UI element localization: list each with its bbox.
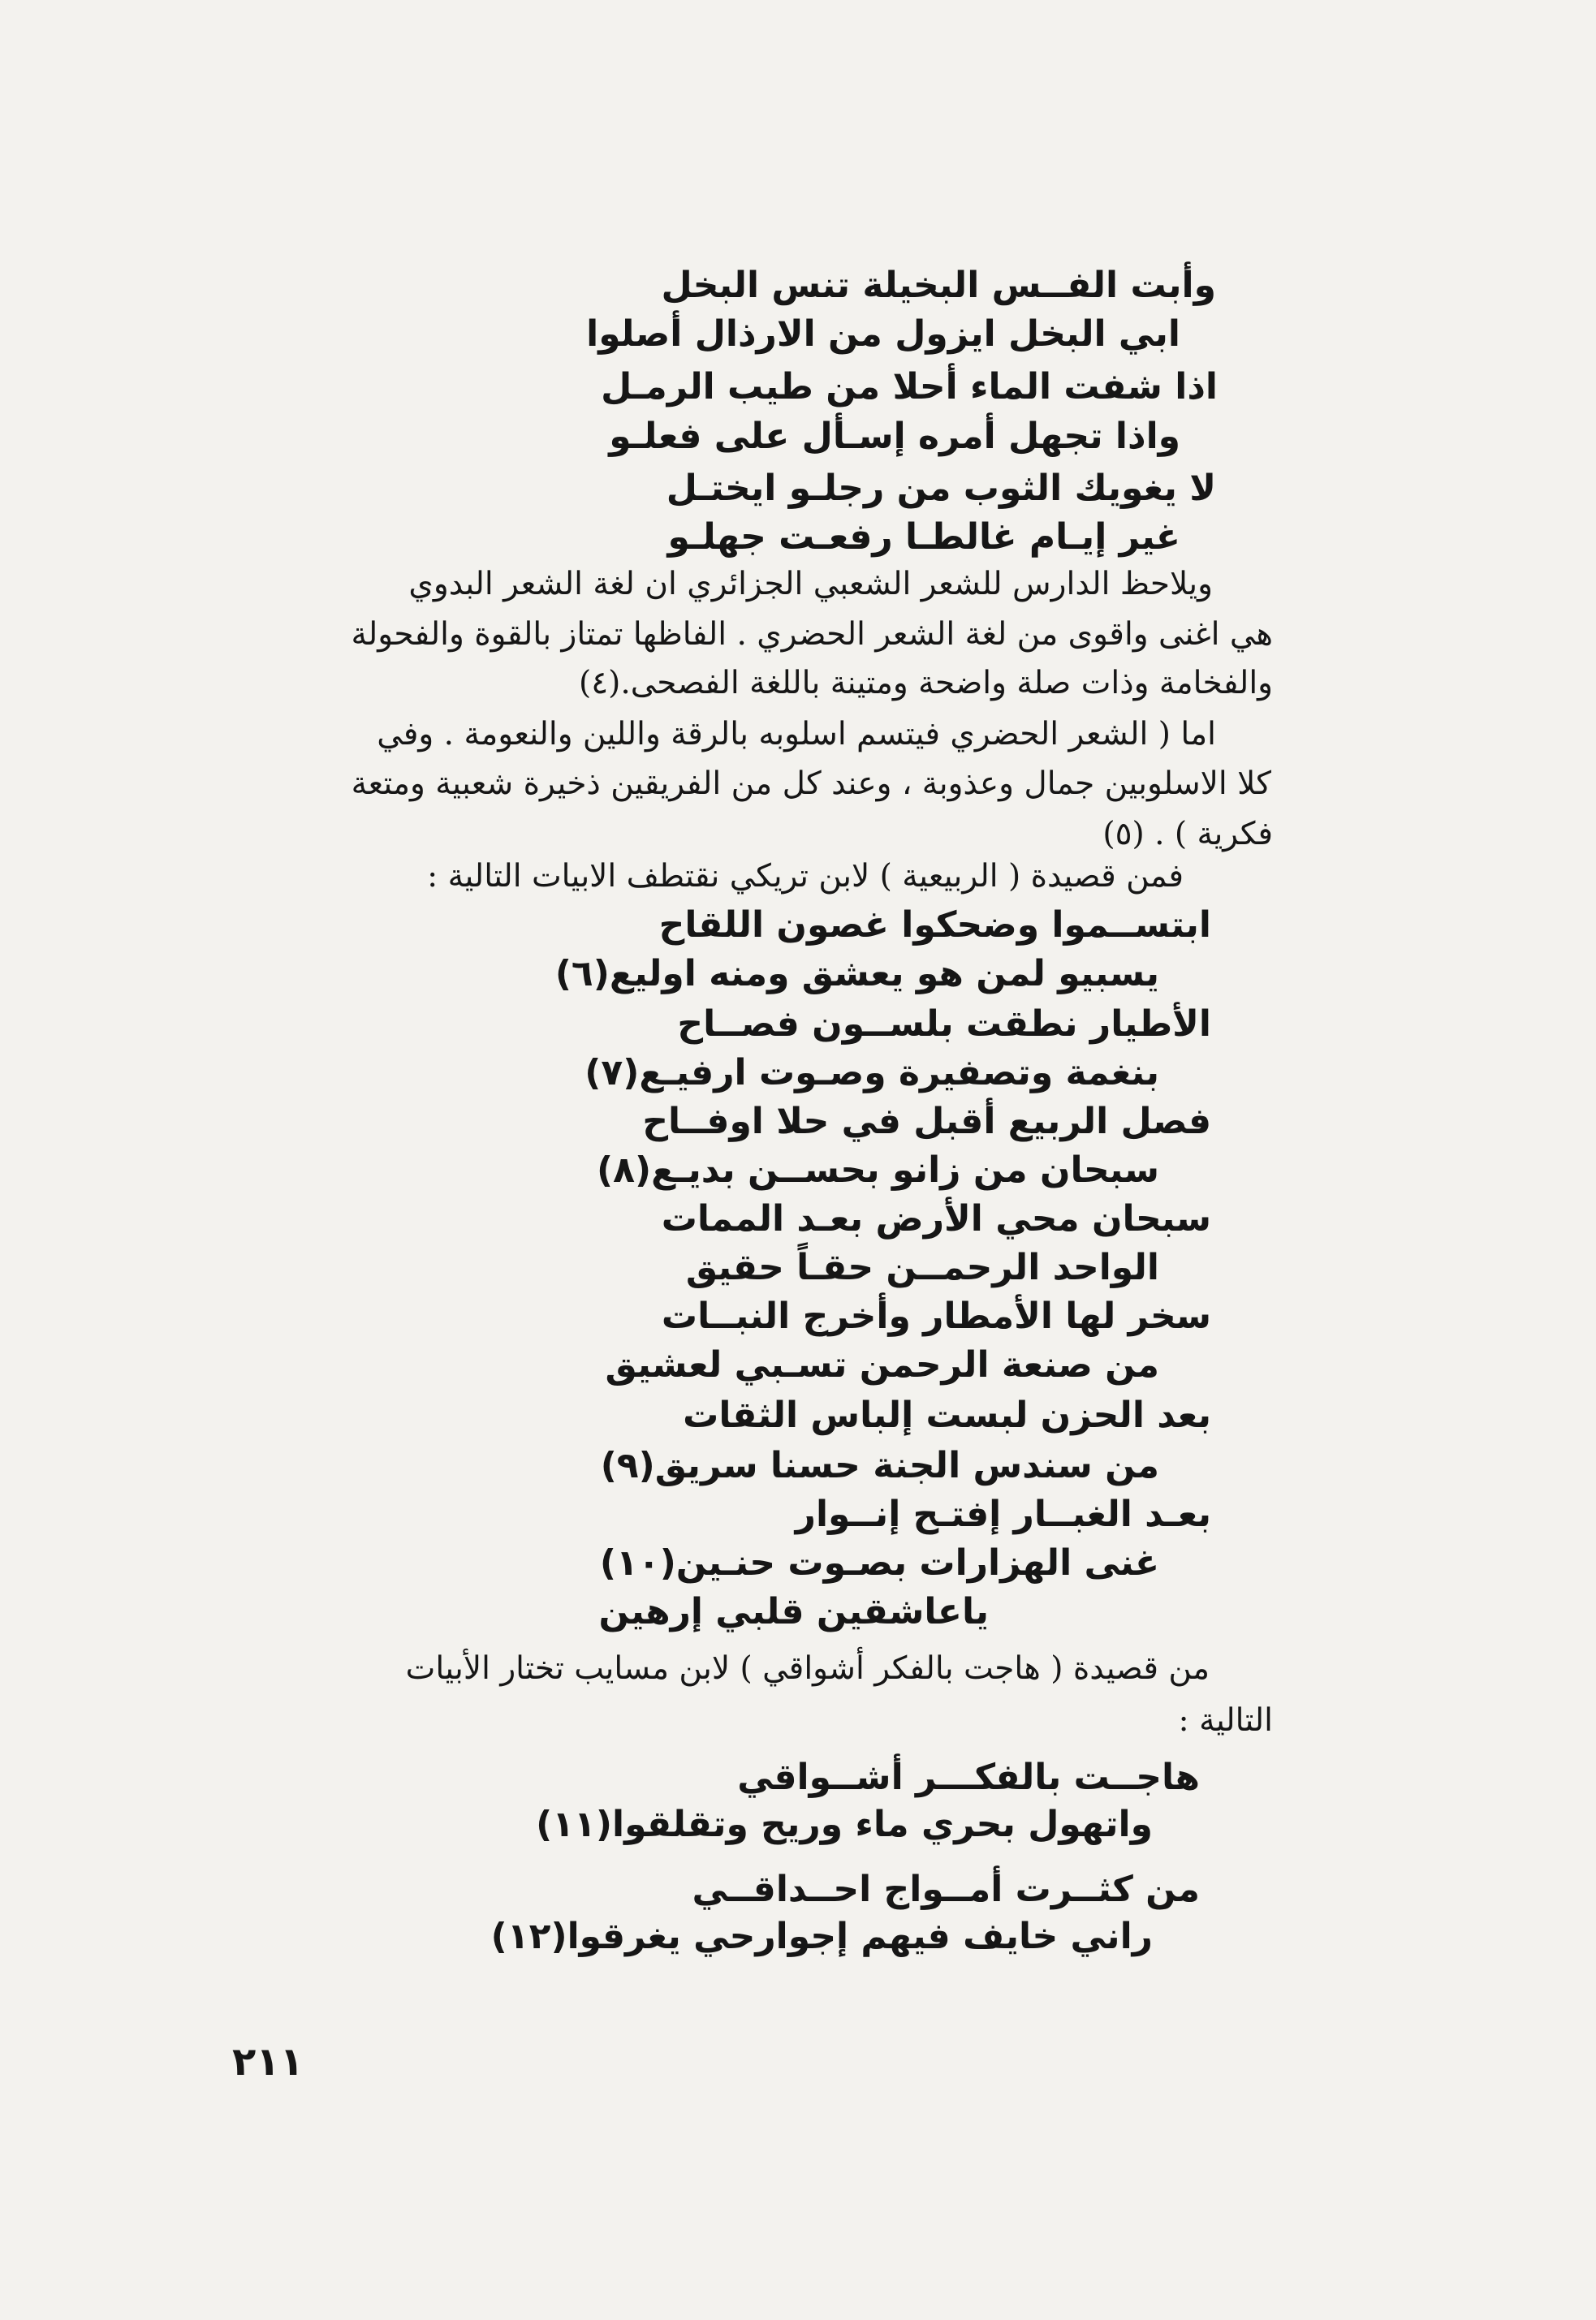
body-text-line: فمن قصيدة ( الربيعية ) لابن تريكي نقتطف الابيات التالية : <box>427 858 1184 895</box>
verse-line: سبحان محي الأرض بعـد الممات <box>661 1198 1211 1240</box>
verse-line: بنغمة وتصفيرة وصـوت ارفيـع(٧) <box>584 1052 1159 1093</box>
verse-line: بعد الحزن لبست إلباس الثقات <box>683 1395 1211 1436</box>
body-text-line: كلا الاسلوبين جمال وعذوبة ، وعند كل من الفريقين ذخيرة شعبية ومتعة <box>351 765 1271 802</box>
body-text-line: التالية : <box>1178 1702 1273 1739</box>
verse-line: ابي البخل ايزول من الارذال أصلوا <box>586 313 1180 355</box>
verse-line: راني خايف فيهم إجوارحي يغرقوا(١٢) <box>490 1916 1153 1957</box>
verse-line: واذا تجهل أمره إسـأل على فعلـو <box>609 416 1180 457</box>
verse-line: واتهول بحري ماء وريح وتقلقوا(١١) <box>536 1804 1153 1845</box>
body-text-line: هي اغنى واقوى من لغة الشعر الحضري . الفاظها تمتاز بالقوة والفحولة <box>351 616 1273 653</box>
body-text-line: فكرية ) . (٥) <box>1102 816 1273 852</box>
verse-line: الواحد الرحمــن حقـاً حقيق <box>685 1247 1159 1288</box>
verse-line: الأطيار نطقت بلســون فصــاح <box>677 1003 1211 1045</box>
verse-line: وأبت الفــس البخيلة تنس البخل <box>661 265 1216 306</box>
verse-line: من كثــرت أمــواج احــداقــي <box>692 1869 1200 1910</box>
verse-line: من سندس الجنة حسنا سريق(٩) <box>600 1445 1159 1486</box>
verse-line: غير إيـام غالطـا رفعـت جهلـو <box>667 516 1180 558</box>
body-text-line: ويلاحظ الدارس للشعر الشعبي الجزائري ان لغة الشعر البدوي <box>408 566 1213 602</box>
verse-line: سخر لها الأمطار وأخرج النبــات <box>661 1296 1211 1337</box>
verse-line: هاجــت بالفكـــر أشــواقي <box>737 1757 1200 1798</box>
body-text-line: من قصيدة ( هاجت بالفكر أشواقي ) لابن مسايب تختار الأبيات <box>405 1650 1210 1687</box>
page-number: ٢١١ <box>232 2039 304 2085</box>
verse-line: يسبيو لمن هو يعشق ومنه اوليع(٦) <box>554 953 1159 994</box>
verse-line: سبحان من زانو بحســن بديـع(٨) <box>597 1149 1159 1191</box>
verse-line: من صنعة الرحمن تسـبي لعشيق <box>605 1344 1159 1386</box>
verse-line: غنى الهزارات بصـوت حنـين(١٠) <box>599 1542 1159 1584</box>
body-text-line: والفخامة وذات صلة واضحة ومتينة باللغة الفصحى.(٤) <box>578 665 1273 701</box>
verse-line: لا يغويك الثوب من رجلـو ايختـل <box>666 468 1216 509</box>
body-text-line: اما ( الشعر الحضري فيتسم اسلوبه بالرقة واللين والنعومة . وفي <box>377 716 1216 752</box>
verse-line: اذا شفت الماء أحلا من طيب الرمـل <box>601 366 1218 408</box>
verse-line: ابتســموا وضحكوا غصون اللقاح <box>658 904 1211 946</box>
verse-line: فصل الربيع أقبل في حلا اوفــاح <box>642 1101 1211 1142</box>
verse-line: بعـد الغبــار إفتـح إنــوار <box>795 1494 1211 1535</box>
verse-line: ياعاشقين قلبي إرهين <box>598 1591 989 1632</box>
